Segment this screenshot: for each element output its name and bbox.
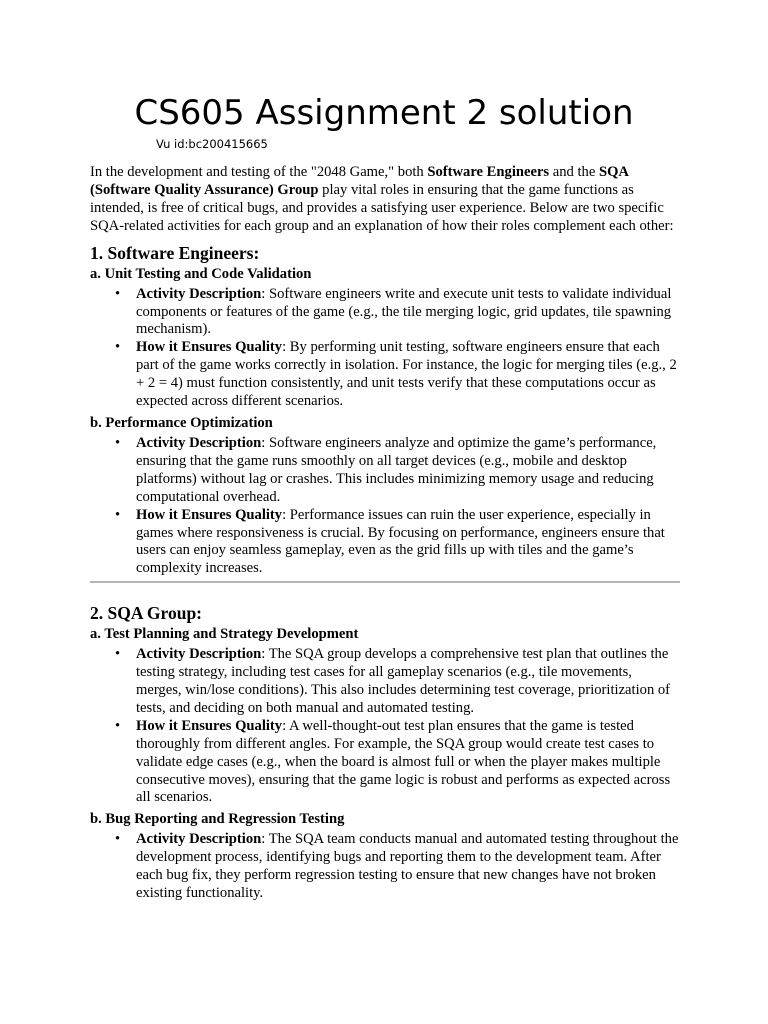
intro-bold-sqa-group: SQA (Software Quality Assurance) Group — [90, 164, 629, 198]
bullet-icon: • — [115, 434, 121, 451]
bullet-icon: • — [115, 646, 121, 663]
item-text: : The SQA team conducts manual and automated testing throughout the development process, identifying bugs and reporting them to the development team. After each bug fix, they perform regression testing to ensure that new changes have not broken existing functionality. — [136, 831, 679, 902]
item-label: Activity Description — [136, 434, 262, 451]
document-title: CS605 Assignment 2 solution — [134, 93, 634, 133]
list-item — [115, 339, 680, 411]
list-item — [115, 434, 680, 507]
item-label: Activity Description — [136, 831, 262, 848]
list-item — [115, 646, 680, 718]
item-label: How it Ensures Quality — [136, 339, 283, 356]
intro-text: In the development and testing of the "2048 Game," both — [90, 164, 428, 180]
subsection-heading: a. Test Planning and Strategy Development — [90, 626, 359, 643]
intro-bold-software-engineers: Software Engineers — [427, 164, 550, 180]
bullet-icon: • — [115, 285, 121, 302]
intro-text: and the — [549, 164, 599, 180]
list-item — [115, 285, 680, 340]
section-heading-software-engineers: 1. Software Engineers: — [90, 242, 260, 263]
bullet-list — [90, 286, 680, 411]
item-text: : The SQA group develops a comprehensive test plan that outlines the testing strategy, including test cases for all gameplay scenarios (e.g., tile movements, merges, win/lose conditions). This also includes determining test coverage, prioritization of tests, and deciding on both manual and automated testing. — [136, 646, 671, 716]
bullet-icon: • — [115, 717, 121, 734]
intro-text: play vital roles in ensuring that the game functions as intended, is free of critical bugs, and provides a satisfying user experience. Below are two specific SQA-related activities for each group and an explanation of how their roles complement each other: — [90, 181, 674, 234]
item-label: Activity Description — [136, 646, 262, 663]
subsection-heading: b. Performance Optimization — [90, 414, 273, 431]
section-heading-sqa-group: 2. SQA Group: — [90, 603, 202, 624]
item-text: : By performing unit testing, software engineers ensure that each part of the game works correctly in isolation. For instance, the logic for merging tiles (e.g., 2 + 2 = 4) must function consistently, and unit tests verify that these computations occur as expected across different scenarios. — [136, 339, 677, 410]
intro-paragraph — [90, 164, 680, 236]
bullet-icon: • — [115, 506, 121, 523]
item-text: : Software engineers write and execute unit tests to validate individual components or features of the game (e.g., the tile merging logic, grid updates, tile spawning mechanism). — [136, 285, 672, 338]
subsection-heading: a. Unit Testing and Code Validation — [90, 265, 312, 282]
bullet-icon: • — [115, 831, 121, 848]
bullet-icon: • — [115, 339, 121, 356]
document-body — [90, 164, 680, 906]
horizontal-rule — [90, 581, 680, 583]
list-item — [115, 506, 680, 579]
item-text: : Performance issues can ruin the user experience, especially in games where responsiveness is crucial. By focusing on performance, engineers ensure that users can enjoy seamless gameplay, even as the grid fills up with tiles and the game’s complexity increases. — [136, 506, 665, 577]
item-text: : A well-thought-out test plan ensures that the game is tested thoroughly from different angles. For example, the SQA group would create test cases to validate edge cases (e.g., when the board is almost full or when the player makes multiple consecutive moves), ensuring that the game logic is robust and performs as expected across all scenarios. — [136, 717, 671, 806]
list-item — [115, 831, 680, 903]
subsection-heading: b. Bug Reporting and Regression Testing — [90, 811, 345, 828]
vu-id: Vu id:bc200415665 — [156, 137, 268, 151]
item-label: How it Ensures Quality — [136, 717, 283, 734]
bullet-list — [90, 435, 680, 578]
item-label: Activity Description — [136, 285, 262, 302]
item-text: : Software engineers analyze and optimize the game’s performance, ensuring that the game runs smoothly on all target devices (e.g., mobile and desktop platforms) without lag or crashes. This includes minimizing memory usage and reducing computational overhead. — [136, 434, 657, 505]
bullet-list — [90, 831, 680, 903]
item-label: How it Ensures Quality — [136, 506, 283, 523]
bullet-list — [90, 646, 680, 807]
list-item — [115, 717, 680, 808]
